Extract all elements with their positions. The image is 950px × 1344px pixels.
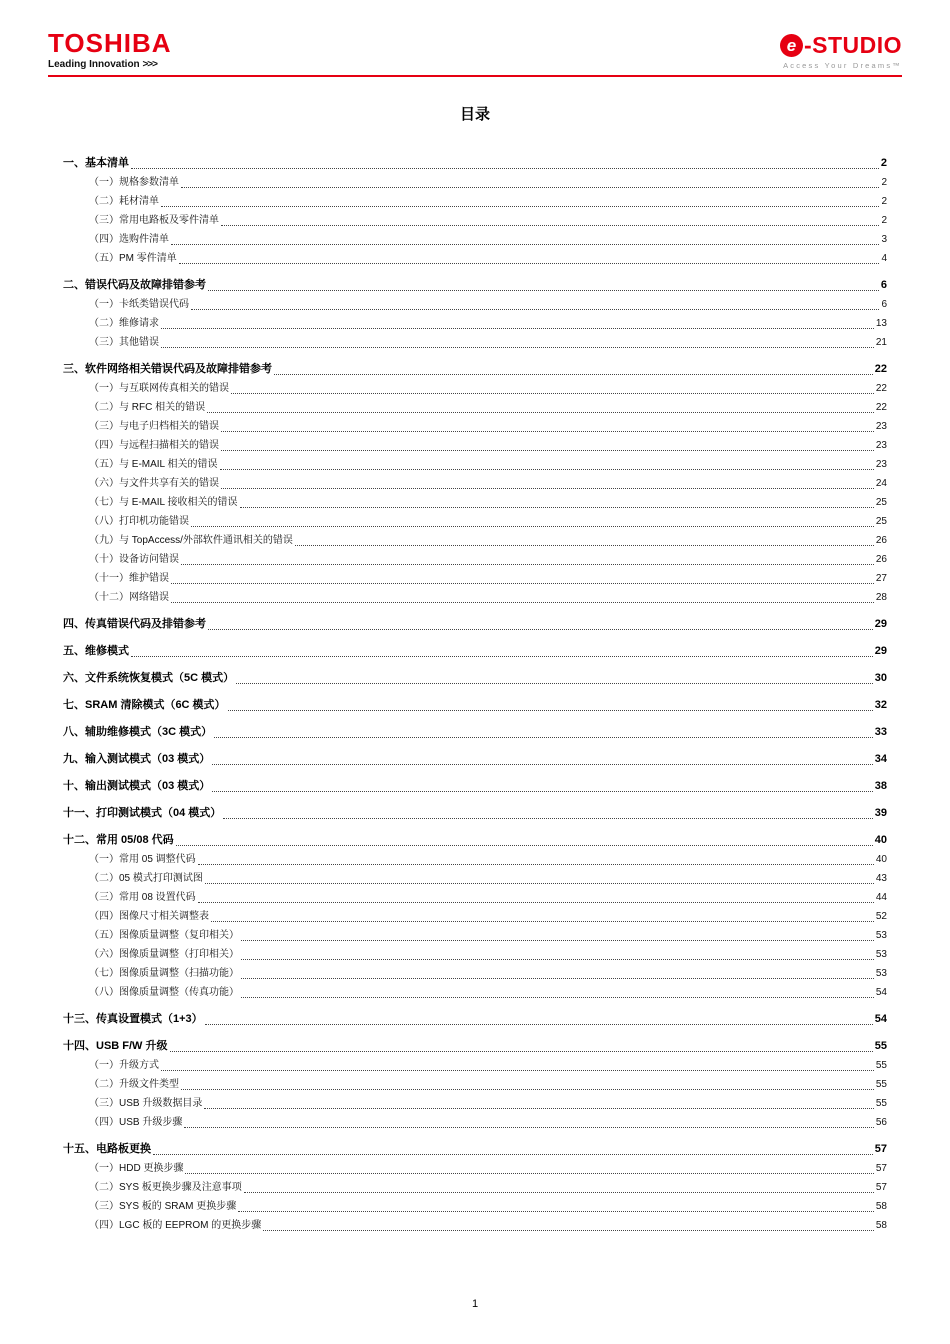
dotted-leader <box>244 1192 874 1193</box>
toc-entry-main[interactable] <box>63 831 887 850</box>
toc-entry-page: 2 <box>881 177 887 188</box>
toc-entry-label: （四）USB 升级步骤 <box>89 1117 183 1128</box>
dotted-leader <box>171 244 879 245</box>
page-header <box>48 30 902 77</box>
toc-entry-label: （六）与文件共享有关的错误 <box>89 478 219 489</box>
toc-entry-page: 52 <box>875 911 887 922</box>
dotted-leader <box>179 263 880 264</box>
toc-entry-page: 54 <box>874 1013 887 1025</box>
toc-entry-label: （四）选购件清单 <box>89 234 169 245</box>
estudio-logo <box>780 34 902 70</box>
toc-entry-page: 4 <box>881 253 887 264</box>
toc-entry-sub[interactable] <box>63 550 887 569</box>
toc-entry-page: 3 <box>881 234 887 245</box>
dotted-leader <box>153 1154 873 1155</box>
toc-entry-label: 二、错误代码及故障排错参考 <box>63 279 206 291</box>
toc-entry-page: 28 <box>875 592 887 603</box>
dotted-leader <box>263 1230 874 1231</box>
toc-entry-page: 23 <box>875 421 887 432</box>
toc-entry-page: 26 <box>875 554 887 565</box>
page-title: 目录 <box>459 106 490 123</box>
page-footer <box>0 1298 950 1310</box>
toc-entry-sub[interactable] <box>63 569 887 588</box>
toc-entry-label: （七）图像质量调整（扫描功能） <box>89 968 239 979</box>
toc-entry-sub[interactable] <box>63 1094 887 1113</box>
toc-entry-page: 23 <box>875 459 887 470</box>
dotted-leader <box>240 507 874 508</box>
toc-entry-label: （十）设备访问错误 <box>89 554 179 565</box>
dotted-leader <box>181 564 874 565</box>
toc-entry-label: （九）与 TopAccess/外部软件通讯相关的错误 <box>89 535 293 546</box>
toc-entry-label: （十一）维护错误 <box>89 573 169 584</box>
toc-entry-sub[interactable] <box>63 436 887 455</box>
toc-entry-page: 29 <box>874 618 887 630</box>
toshiba-tagline-text: Leading Innovation <box>48 59 140 70</box>
toc-entry-label: 四、传真错误代码及排错参考 <box>63 618 206 630</box>
toc-entry-sub[interactable] <box>63 230 887 249</box>
toc-entry-page: 2 <box>881 196 887 207</box>
toc-entry-label: 十三、传真设置模式（1+3） <box>63 1013 203 1025</box>
toc-entry-main[interactable] <box>63 750 887 769</box>
toc-entry-page: 13 <box>875 318 887 329</box>
toc-entry-page: 2 <box>881 215 887 226</box>
toc-entry-sub[interactable] <box>63 474 887 493</box>
dotted-leader <box>221 450 874 451</box>
toc-entry-main[interactable] <box>63 696 887 715</box>
estudio-e-icon: e <box>780 34 803 57</box>
dotted-leader <box>228 710 873 711</box>
toc-entry-page: 6 <box>881 299 887 310</box>
toc-entry-sub[interactable] <box>63 531 887 550</box>
toc-entry-page: 55 <box>874 1040 887 1052</box>
toc-entry-page: 58 <box>875 1201 887 1212</box>
dotted-leader <box>191 309 879 310</box>
toshiba-tagline <box>48 59 172 70</box>
toc-entry-sub[interactable] <box>63 512 887 531</box>
toc-entry-page: 34 <box>874 753 887 765</box>
toc-entry-page: 26 <box>875 535 887 546</box>
toc-entry-label: （一）与互联网传真相关的错误 <box>89 383 229 394</box>
toc-entry-label: 三、软件网络相关错误代码及故障排错参考 <box>63 363 272 375</box>
toc-entry-sub[interactable] <box>63 945 887 964</box>
dotted-leader <box>171 583 874 584</box>
toc-entry-page: 25 <box>875 516 887 527</box>
dotted-leader <box>191 526 874 527</box>
dotted-leader <box>181 187 879 188</box>
toc-entry-main[interactable] <box>63 615 887 634</box>
dotted-leader <box>204 1108 874 1109</box>
toc-entry-main[interactable] <box>63 1140 887 1159</box>
dotted-leader <box>198 902 874 903</box>
toc-entry-page: 21 <box>875 337 887 348</box>
dotted-leader <box>161 1070 874 1071</box>
toc-entry-page: 44 <box>875 892 887 903</box>
toc-entry-sub[interactable] <box>63 249 887 268</box>
dotted-leader <box>208 629 873 630</box>
toc-entry-main[interactable] <box>63 1037 887 1056</box>
toc-entry-page: 57 <box>875 1182 887 1193</box>
toc-entry-page: 58 <box>875 1220 887 1231</box>
toc-entry-sub[interactable] <box>63 379 887 398</box>
toc-entry-sub[interactable] <box>63 333 887 352</box>
toc-entry-sub[interactable] <box>63 983 887 1002</box>
toc-entry-main[interactable] <box>63 360 887 379</box>
dotted-leader <box>238 1211 874 1212</box>
toc-entry-sub[interactable] <box>63 417 887 436</box>
page-number: 1 <box>471 1298 479 1310</box>
dotted-leader <box>205 883 874 884</box>
toc-entry-label: （三）其他错误 <box>89 337 159 348</box>
toc-entry-label: （三）常用 08 设置代码 <box>89 892 196 903</box>
toc-entry-sub[interactable] <box>63 588 887 607</box>
toc-entry-page: 57 <box>874 1143 887 1155</box>
toc-entry-page: 22 <box>875 383 887 394</box>
dotted-leader <box>131 168 879 169</box>
toc-entry-page: 55 <box>875 1098 887 1109</box>
toc-entry-page: 33 <box>874 726 887 738</box>
toc-entry-label: （一）规格参数清单 <box>89 177 179 188</box>
dotted-leader <box>207 412 874 413</box>
toc-entry-label: （八）打印机功能错误 <box>89 516 189 527</box>
toc-entry-label: 九、输入测试模式（03 模式） <box>63 753 211 765</box>
toc-entry-label: （二）与 RFC 相关的错误 <box>89 402 206 413</box>
toc-entry-label: （二）耗材清单 <box>89 196 159 207</box>
dotted-leader <box>161 206 879 207</box>
toc-entry-label: （二）05 模式打印测试图 <box>89 873 203 884</box>
toc-entry-sub[interactable] <box>63 314 887 333</box>
dotted-leader <box>161 328 874 329</box>
toc-entry-label: 十五、电路板更换 <box>63 1143 151 1155</box>
toc-entry-label: 六、文件系统恢复模式（5C 模式） <box>63 672 235 684</box>
toc-entry-label: （二）SYS 板更换步骤及注意事项 <box>89 1182 242 1193</box>
toc-entry-main[interactable] <box>63 1010 887 1029</box>
toc-entry-sub[interactable] <box>63 455 887 474</box>
toshiba-logo: TOSHIBA <box>48 28 172 58</box>
toc-entry-page: 39 <box>874 807 887 819</box>
dotted-leader <box>211 921 874 922</box>
dotted-leader <box>241 997 874 998</box>
toc-entry-page: 23 <box>875 440 887 451</box>
toc-entry-page: 2 <box>880 157 887 169</box>
toc-entry-main[interactable] <box>63 669 887 688</box>
dotted-leader <box>221 225 879 226</box>
toc-entry-page: 53 <box>875 930 887 941</box>
toc-entry-label: 一、基本清单 <box>63 157 129 169</box>
toc-entry-page: 43 <box>875 873 887 884</box>
toc-entry-page: 29 <box>874 645 887 657</box>
toc-entry-page: 32 <box>874 699 887 711</box>
toc-entry-page: 57 <box>875 1163 887 1174</box>
estudio-tagline: Access Your Dreams™ <box>783 61 902 70</box>
dotted-leader <box>170 1051 873 1052</box>
dotted-leader <box>214 737 873 738</box>
toc-entry-label: 十、输出测试模式（03 模式） <box>63 780 211 792</box>
dotted-leader <box>295 545 874 546</box>
toc-entry-page: 55 <box>875 1060 887 1071</box>
toc-entry-main[interactable] <box>63 777 887 796</box>
toc-entry-page: 22 <box>874 363 887 375</box>
dotted-leader <box>205 1024 873 1025</box>
dotted-leader <box>176 845 873 846</box>
toc-entry-label: 七、SRAM 清除模式（6C 模式） <box>63 699 226 711</box>
toc-entry-page: 40 <box>875 854 887 865</box>
toc-entry-label: 八、辅助维修模式（3C 模式） <box>63 726 213 738</box>
toc-entry-page: 24 <box>875 478 887 489</box>
toc-entry-sub[interactable] <box>63 1113 887 1132</box>
toc-entry-sub[interactable] <box>63 1178 887 1197</box>
toc-entry-label: （一）常用 05 调整代码 <box>89 854 196 865</box>
toc-entry-label: （七）与 E-MAIL 接收相关的错误 <box>89 497 238 508</box>
dotted-leader <box>185 1173 873 1174</box>
toc-entry-label: （八）图像质量调整（传真功能） <box>89 987 239 998</box>
toc-entry-page: 56 <box>875 1117 887 1128</box>
toc-entry-label: （一）HDD 更换步骤 <box>89 1163 184 1174</box>
estudio-logo-text: -STUDIO <box>803 32 902 58</box>
toc-entry-page: 25 <box>875 497 887 508</box>
toc-entry-sub[interactable] <box>63 173 887 192</box>
toc-entry-sub[interactable] <box>63 888 887 907</box>
toc-entry-sub[interactable] <box>63 869 887 888</box>
toc-entry-sub[interactable] <box>63 850 887 869</box>
dotted-leader <box>181 1089 874 1090</box>
estudio-logo-row <box>780 34 902 57</box>
dotted-leader <box>220 469 874 470</box>
toc-entry-label: （十二）网络错误 <box>89 592 169 603</box>
dotted-leader <box>221 488 874 489</box>
toc-entry-label: 十二、常用 05/08 代码 <box>63 834 174 846</box>
toc-entry-page: 38 <box>874 780 887 792</box>
toc-entry-label: （四）与远程扫描相关的错误 <box>89 440 219 451</box>
toc-entry-label: （六）图像质量调整（打印相关） <box>89 949 239 960</box>
dotted-leader <box>274 374 873 375</box>
dotted-leader <box>241 940 874 941</box>
toc-entry-page: 27 <box>875 573 887 584</box>
toc-entry-sub[interactable] <box>63 926 887 945</box>
dotted-leader <box>241 978 874 979</box>
toc-entry-page: 55 <box>875 1079 887 1090</box>
toc-entry-label: （一）升级方式 <box>89 1060 159 1071</box>
dotted-leader <box>241 959 874 960</box>
toc-entry-sub[interactable] <box>63 1216 887 1235</box>
toc-entry-label: （三）常用电路板及零件清单 <box>89 215 219 226</box>
toc-entry-main[interactable] <box>63 642 887 661</box>
toc-entry-page: 53 <box>875 968 887 979</box>
toc-entry-page: 53 <box>875 949 887 960</box>
toc-entry-label: （三）与电子归档相关的错误 <box>89 421 219 432</box>
toc-entry-label: （一）卡纸类错误代码 <box>89 299 189 310</box>
toc-entry-page: 6 <box>880 279 887 291</box>
dotted-leader <box>184 1127 874 1128</box>
toc-entry-page: 22 <box>875 402 887 413</box>
dotted-leader <box>131 656 873 657</box>
toc-entry-sub[interactable] <box>63 192 887 211</box>
toc-entry-page: 54 <box>875 987 887 998</box>
toc-entry-sub[interactable] <box>63 1197 887 1216</box>
toc-entry-label: 十一、打印测试模式（04 模式） <box>63 807 222 819</box>
toc-entry-main[interactable] <box>63 154 887 173</box>
dotted-leader <box>221 431 874 432</box>
dotted-leader <box>236 683 873 684</box>
toc-entry-label: （五）图像质量调整（复印相关） <box>89 930 239 941</box>
toc-entry-label: 五、维修模式 <box>63 645 129 657</box>
toc-entry-label: （二）维修请求 <box>89 318 159 329</box>
toc-entry-sub[interactable] <box>63 398 887 417</box>
toc-entry-label: （二）升级文件类型 <box>89 1079 179 1090</box>
toc-entry-sub[interactable] <box>63 493 887 512</box>
toc-entry-label: （三）USB 升级数据目录 <box>89 1098 203 1109</box>
triple-chevron-icon: >>> <box>142 59 157 70</box>
toc-entry-main[interactable] <box>63 804 887 823</box>
toc-entry-label: （五）与 E-MAIL 相关的错误 <box>89 459 218 470</box>
dotted-leader <box>223 818 872 819</box>
toc-entry-page: 30 <box>874 672 887 684</box>
toc-entry-main[interactable] <box>63 276 887 295</box>
toc-list <box>48 154 902 1235</box>
toc-entry-label: 十四、USB F/W 升级 <box>63 1040 168 1052</box>
toc-entry-sub[interactable] <box>63 211 887 230</box>
toc-entry-sub[interactable] <box>63 964 887 983</box>
toc-entry-sub[interactable] <box>63 1075 887 1094</box>
toc-entry-label: （四）LGC 板的 EEPROM 的更换步骤 <box>89 1220 262 1231</box>
toc-entry-sub[interactable] <box>63 1159 887 1178</box>
dotted-leader <box>212 791 872 792</box>
dotted-leader <box>208 290 879 291</box>
dotted-leader <box>171 602 874 603</box>
toc-entry-sub[interactable] <box>63 907 887 926</box>
toc-entry-label: （四）图像尺寸相关调整表 <box>89 911 209 922</box>
toc-entry-main[interactable] <box>63 723 887 742</box>
toc-entry-page: 40 <box>874 834 887 846</box>
toc-entry-label: （五）PM 零件清单 <box>89 253 177 264</box>
dotted-leader <box>212 764 872 765</box>
dotted-leader <box>198 864 874 865</box>
dotted-leader <box>231 393 874 394</box>
toshiba-brand <box>48 30 172 70</box>
dotted-leader <box>161 347 874 348</box>
toc-entry-label: （三）SYS 板的 SRAM 更换步骤 <box>89 1201 237 1212</box>
toc-entry-sub[interactable] <box>63 1056 887 1075</box>
toc-entry-sub[interactable] <box>63 295 887 314</box>
